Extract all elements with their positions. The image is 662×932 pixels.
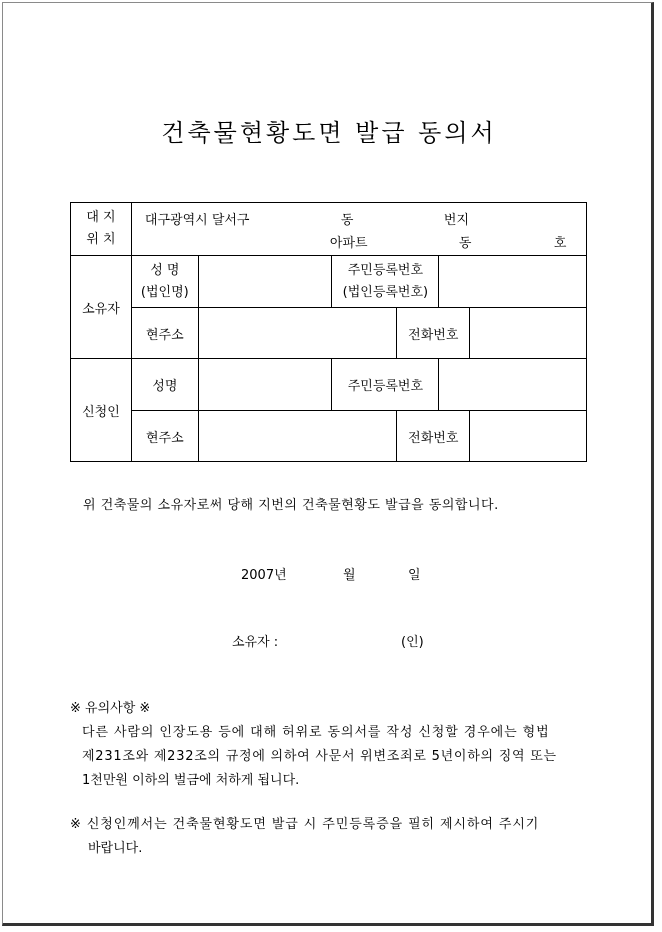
notes-line: 제231조와 제232조의 규정에 의하여 사문서 위변조죄로 5년이하의 징역 또는 [82, 749, 557, 764]
owner-reg-field[interactable] [439, 256, 587, 308]
consent-statement: 위 건축물의 소유자로써 당해 지번의 건축물현황도 발급을 동의합니다. [83, 498, 499, 513]
date-day: 일 [408, 568, 421, 583]
city-text: 대구광역시 달서구 [144, 213, 250, 228]
owner-label: 소유자 [71, 256, 132, 359]
consent-form-table [70, 202, 587, 462]
beonji-text: 번지 [443, 213, 470, 228]
applicant-address-label: 현주소 [131, 411, 198, 462]
owner-phone-field[interactable] [470, 308, 587, 359]
signature-label: 소유자 : [232, 635, 279, 650]
site-address-field[interactable] [131, 203, 586, 256]
applicant-reg-field[interactable] [439, 359, 587, 411]
applicant-address-field[interactable] [198, 411, 397, 462]
owner-address-label: 현주소 [131, 308, 198, 359]
applicant-row-1 [71, 359, 587, 411]
notes-line: 1천만원 이하의 벌금에 처하게 됩니다. [82, 773, 300, 788]
date-month: 월 [343, 568, 356, 583]
date-year: 2007년 [241, 568, 287, 583]
document-title: 건축물현황도면 발급 동의서 [161, 119, 497, 147]
ho-text: 호 [553, 236, 567, 251]
dong-text: 동 [340, 213, 354, 228]
applicant-row-2 [71, 411, 587, 462]
apartment-text: 아파트 [329, 236, 368, 251]
owner-row-1 [71, 256, 587, 308]
owner-name-label: 성 명 (법인명) [131, 256, 198, 308]
seal-mark: (인) [401, 635, 424, 650]
owner-reg-label: 주민등록번호 (법인등록번호) [332, 256, 439, 308]
site-location-label: 대 지 위 치 [71, 203, 132, 256]
applicant-phone-field[interactable] [470, 411, 587, 462]
site-row [71, 203, 587, 256]
applicant-reg-label: 주민등록번호 [332, 359, 439, 411]
notice-line: 바랍니다. [88, 841, 143, 856]
applicant-name-label: 성명 [131, 359, 198, 411]
owner-row-2 [71, 308, 587, 359]
building-dong-text: 동 [458, 236, 472, 251]
notice-line: ※ 신청인께서는 건축물현황도면 발급 시 주민등록증을 필히 제시하여 주시기 [70, 817, 540, 832]
notes-line: 다른 사람의 인장도용 등에 대해 허위로 동의서를 작성 신청할 경우에는 형법 [82, 725, 550, 740]
owner-name-field[interactable] [198, 256, 332, 308]
notes-heading: ※ 유의사항 ※ [70, 701, 151, 716]
owner-address-field[interactable] [198, 308, 397, 359]
document-page [2, 2, 654, 926]
applicant-phone-label: 전화번호 [397, 411, 470, 462]
owner-phone-label: 전화번호 [397, 308, 470, 359]
applicant-name-field[interactable] [198, 359, 332, 411]
applicant-label: 신청인 [71, 359, 132, 462]
